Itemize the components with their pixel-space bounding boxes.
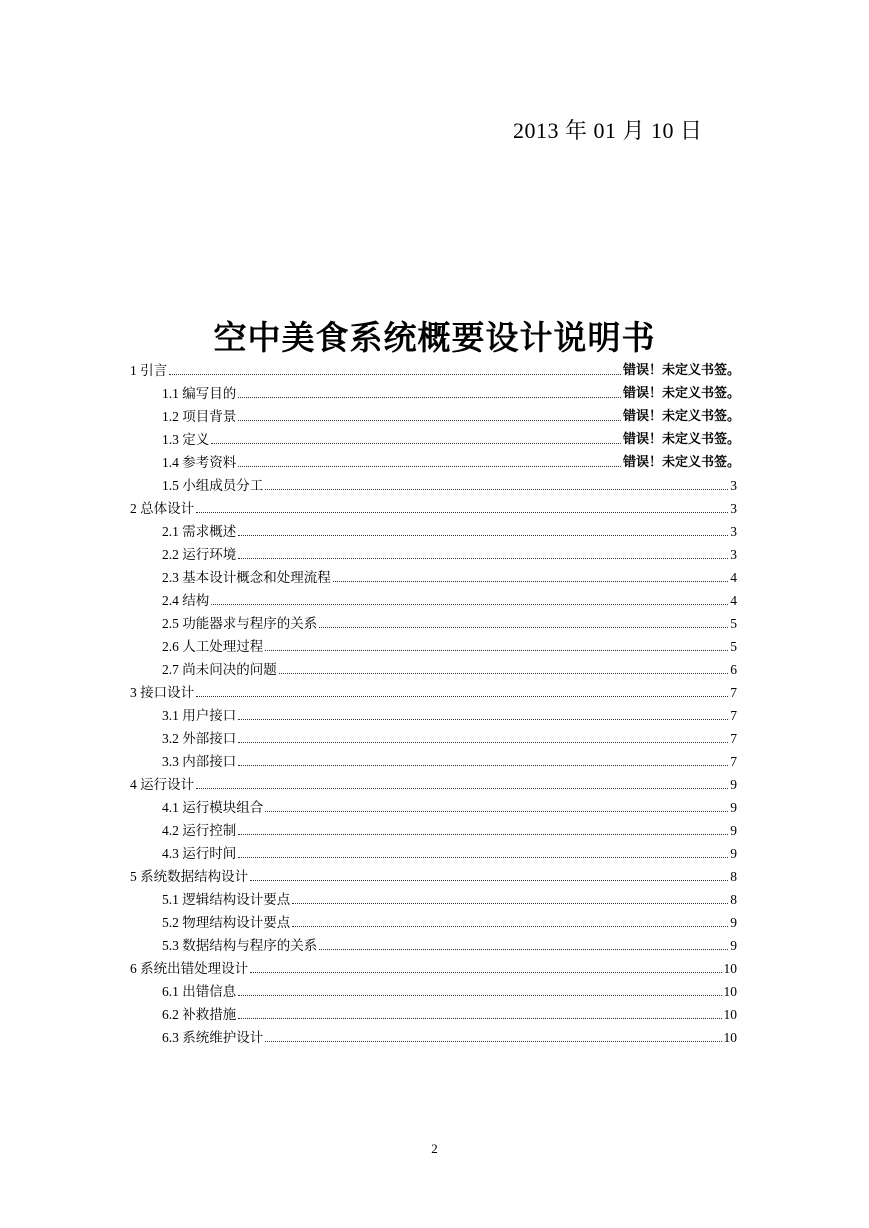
toc-entry[interactable] xyxy=(130,862,740,885)
toc-dot-leader xyxy=(211,443,621,444)
toc-entry[interactable] xyxy=(130,954,740,977)
toc-entry-label: 5.3 数据结构与程序的关系 xyxy=(162,938,318,953)
toc-entry[interactable] xyxy=(130,356,740,379)
toc-entry-label: 1.4 参考资料 xyxy=(162,455,237,470)
toc-entry-label: 3.3 内部接口 xyxy=(162,754,237,769)
toc-entry[interactable] xyxy=(130,793,740,816)
toc-entry[interactable] xyxy=(130,908,740,931)
document-date: 2013 年 01 月 10 日 xyxy=(513,118,703,143)
toc-entry-label: 2.3 基本设计概念和处理流程 xyxy=(162,570,331,585)
toc-dot-leader xyxy=(265,1041,721,1042)
toc-entry-label: 1.5 小组成员分工 xyxy=(162,478,264,493)
toc-entry[interactable] xyxy=(130,632,740,655)
toc-entry-page: 9 xyxy=(730,938,737,953)
toc-entry-page: 10 xyxy=(723,1007,737,1022)
toc-dot-leader xyxy=(196,696,728,697)
toc-dot-leader xyxy=(196,512,728,513)
toc-entry-label: 2.5 功能器求与程序的关系 xyxy=(162,616,318,631)
toc-entry[interactable] xyxy=(130,563,740,586)
toc-entry-page: 3 xyxy=(730,524,737,539)
toc-entry-page: 8 xyxy=(730,892,737,907)
toc-entry-page: 8 xyxy=(730,869,737,884)
toc-entry-label: 3.1 用户接口 xyxy=(162,708,237,723)
document-title: 空中美食系统概要设计说明书 xyxy=(213,321,656,357)
toc-dot-leader xyxy=(238,995,721,996)
toc-entry-label: 1 引言 xyxy=(130,363,168,378)
toc-entry[interactable] xyxy=(130,425,740,448)
toc-entry[interactable] xyxy=(130,816,740,839)
toc-entry[interactable] xyxy=(130,1000,740,1023)
table-of-contents xyxy=(130,356,740,1046)
toc-entry[interactable] xyxy=(130,655,740,678)
toc-entry-label: 2.1 需求概述 xyxy=(162,524,237,539)
toc-entry-page: 9 xyxy=(730,800,737,815)
toc-entry-page: 3 xyxy=(730,478,737,493)
toc-entry-label: 4 运行设计 xyxy=(130,777,195,792)
toc-entry-page: 6 xyxy=(730,662,737,677)
toc-entry-label: 4.1 运行模块组合 xyxy=(162,800,264,815)
toc-entry-page: 10 xyxy=(723,984,737,999)
toc-entry-page: 9 xyxy=(730,915,737,930)
toc-dot-leader xyxy=(238,420,621,421)
toc-dot-leader xyxy=(279,673,729,674)
toc-entry-label: 4.3 运行时间 xyxy=(162,846,237,861)
toc-entry-label: 5.2 物理结构设计要点 xyxy=(162,915,291,930)
toc-entry[interactable] xyxy=(130,517,740,540)
toc-entry-label: 6.3 系统维护设计 xyxy=(162,1030,264,1045)
toc-entry[interactable] xyxy=(130,977,740,1000)
toc-dot-leader xyxy=(238,397,621,398)
toc-dot-leader xyxy=(238,834,728,835)
toc-dot-leader xyxy=(319,949,728,950)
toc-entry-page: 9 xyxy=(730,823,737,838)
toc-dot-leader xyxy=(211,604,728,605)
toc-entry[interactable] xyxy=(130,471,740,494)
toc-entry[interactable] xyxy=(130,678,740,701)
toc-dot-leader xyxy=(238,765,728,766)
toc-entry-label: 1.1 编写目的 xyxy=(162,386,237,401)
toc-entry-label: 1.3 定义 xyxy=(162,432,210,447)
toc-entry[interactable] xyxy=(130,540,740,563)
toc-dot-leader xyxy=(292,903,728,904)
toc-entry-page: 错误！未定义书签。 xyxy=(622,432,740,447)
toc-entry-label: 6 系统出错处理设计 xyxy=(130,961,249,976)
toc-entry-page: 错误！未定义书签。 xyxy=(622,386,740,401)
toc-entry-label: 1.2 项目背景 xyxy=(162,409,237,424)
toc-entry-label: 6.2 补救措施 xyxy=(162,1007,237,1022)
toc-entry-label: 2.7 尚未问决的问题 xyxy=(162,662,277,677)
toc-dot-leader xyxy=(238,466,621,467)
toc-dot-leader xyxy=(238,857,728,858)
toc-entry-label: 2.6 人工处理过程 xyxy=(162,639,264,654)
toc-dot-leader xyxy=(333,581,729,582)
toc-entry-page: 错误！未定义书签。 xyxy=(622,455,740,470)
toc-dot-leader xyxy=(238,1018,721,1019)
toc-entry-page: 4 xyxy=(730,593,737,608)
toc-dot-leader xyxy=(238,558,728,559)
toc-entry[interactable] xyxy=(130,701,740,724)
toc-entry-page: 4 xyxy=(730,570,737,585)
toc-entry-page: 7 xyxy=(730,754,737,769)
toc-entry-page: 3 xyxy=(730,501,737,516)
toc-dot-leader xyxy=(250,972,721,973)
toc-entry[interactable] xyxy=(130,586,740,609)
toc-entry-page: 9 xyxy=(730,846,737,861)
toc-entry[interactable] xyxy=(130,448,740,471)
toc-dot-leader xyxy=(265,489,728,490)
toc-entry-label: 2.2 运行环境 xyxy=(162,547,237,562)
toc-entry-page: 5 xyxy=(730,616,737,631)
toc-entry-label: 3 接口设计 xyxy=(130,685,195,700)
toc-entry-page: 错误！未定义书签。 xyxy=(622,363,740,378)
toc-entry-label: 6.1 出错信息 xyxy=(162,984,237,999)
toc-entry-page: 10 xyxy=(723,1030,737,1045)
toc-entry-label: 2.4 结构 xyxy=(162,593,210,608)
toc-entry-page: 5 xyxy=(730,639,737,654)
toc-dot-leader xyxy=(238,535,728,536)
toc-entry-label: 4.2 运行控制 xyxy=(162,823,237,838)
toc-entry[interactable] xyxy=(130,1023,740,1046)
toc-entry[interactable] xyxy=(130,770,740,793)
toc-dot-leader xyxy=(169,374,621,375)
toc-entry-page: 错误！未定义书签。 xyxy=(622,409,740,424)
toc-dot-leader xyxy=(238,719,728,720)
toc-entry[interactable] xyxy=(130,609,740,632)
toc-entry-page: 7 xyxy=(730,731,737,746)
toc-entry-page: 7 xyxy=(730,685,737,700)
toc-entry[interactable] xyxy=(130,931,740,954)
toc-dot-leader xyxy=(238,742,728,743)
toc-entry-page: 10 xyxy=(723,961,737,976)
toc-entry-page: 3 xyxy=(730,547,737,562)
toc-entry[interactable] xyxy=(130,724,740,747)
toc-dot-leader xyxy=(265,811,728,812)
toc-entry-label: 2 总体设计 xyxy=(130,501,195,516)
toc-entry-label: 3.2 外部接口 xyxy=(162,731,237,746)
toc-entry[interactable] xyxy=(130,379,740,402)
toc-entry-page: 9 xyxy=(730,777,737,792)
toc-dot-leader xyxy=(196,788,728,789)
toc-entry[interactable] xyxy=(130,494,740,517)
toc-entry[interactable] xyxy=(130,747,740,770)
toc-entry[interactable] xyxy=(130,402,740,425)
toc-entry[interactable] xyxy=(130,885,740,908)
toc-entry-label: 5.1 逻辑结构设计要点 xyxy=(162,892,291,907)
toc-dot-leader xyxy=(319,627,728,628)
toc-dot-leader xyxy=(250,880,728,881)
toc-entry-page: 7 xyxy=(730,708,737,723)
toc-entry-label: 5 系统数据结构设计 xyxy=(130,869,249,884)
toc-dot-leader xyxy=(265,650,728,651)
page-number: 2 xyxy=(431,1141,438,1156)
toc-dot-leader xyxy=(292,926,728,927)
toc-entry[interactable] xyxy=(130,839,740,862)
